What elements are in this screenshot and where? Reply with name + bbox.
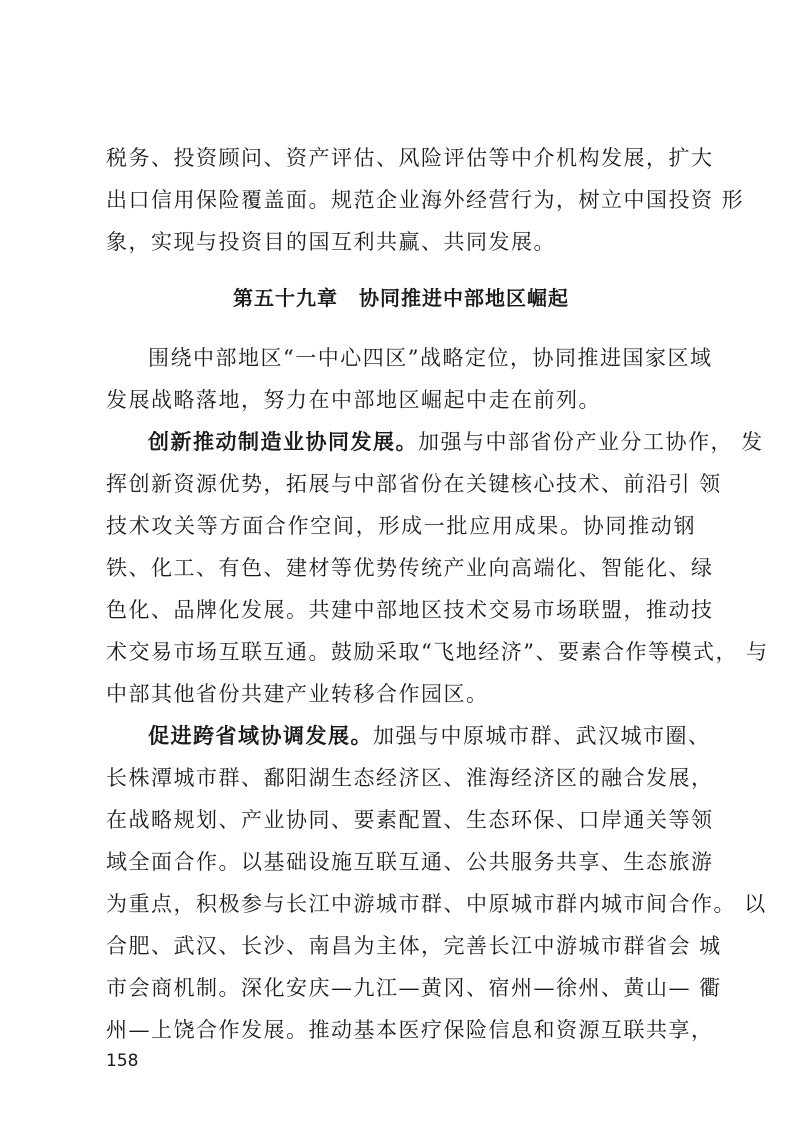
body-text-line: 围绕中部地区“一中心四区”战略定位，协同推进国家区域	[148, 346, 713, 370]
body-text-line: 合肥、武汉、长沙、南昌为主体，完善长江中游城市群省会 城	[106, 934, 722, 958]
body-text: 加强与中部省份产业分工协作， 发	[418, 430, 764, 454]
body-text-line: 州—上饶合作发展。推动基本医疗保险信息和资源互联共享，	[106, 1018, 714, 1042]
body-text-line: 挥创新资源优势，拓展与中部省份在关键核心技术、前沿引 领	[106, 472, 722, 496]
body-text-line: 税务、投资顾问、资产评估、风险评估等中介机构发展，扩大	[106, 146, 714, 170]
chapter-title: 第五十九章 协同推进中部地区崛起	[233, 286, 569, 310]
body-text-line: 出口信用保险覆盖面。规范企业海外经营行为，树立中国投资 形	[106, 188, 745, 212]
body-text-line: 域全面合作。以基础设施互联互通、公共服务共享、生态旅游	[106, 850, 714, 874]
body-text-line: 术交易市场互联互通。鼓励采取“飞地经济”、要素合作等模式， 与	[106, 640, 769, 664]
body-text-line	[148, 424, 764, 460]
body-text-line: 为重点，积极参与长江中游城市群、中原城市群内城市间合作。 以	[106, 892, 767, 916]
body-text-line: 长株潭城市群、鄱阳湖生态经济区、淮海经济区的融合发展，	[106, 766, 714, 790]
body-text: 加强与中原城市群、武汉城市圈、	[373, 724, 711, 748]
body-text-line: 发展战略落地，努力在中部地区崛起中走在前列。	[106, 388, 601, 412]
body-text-line: 市会商机制。深化安庆—九江—黄冈、宿州—徐州、黄山— 衢	[106, 976, 722, 1000]
body-text-line: 中部其他省份共建产业转移合作园区。	[106, 682, 489, 706]
body-text-line	[148, 718, 711, 754]
section-heading: 创新推动制造业协同发展。	[148, 429, 418, 454]
body-text-line: 象，实现与投资目的国互利共赢、共同发展。	[106, 230, 556, 254]
body-text-line: 色化、品牌化发展。共建中部地区技术交易市场联盟，推动技	[106, 598, 714, 622]
page-number: 158	[106, 1051, 139, 1071]
body-text-line: 铁、化工、有色、建材等优势传统产业向高端化、智能化、绿	[106, 556, 714, 580]
body-text-line: 在战略规划、产业协同、要素配置、生态环保、口岸通关等领	[106, 808, 714, 832]
body-text-line: 技术攻关等方面合作空间，形成一批应用成果。协同推动钢	[106, 514, 696, 538]
section-heading: 促进跨省域协调发展。	[148, 723, 373, 748]
